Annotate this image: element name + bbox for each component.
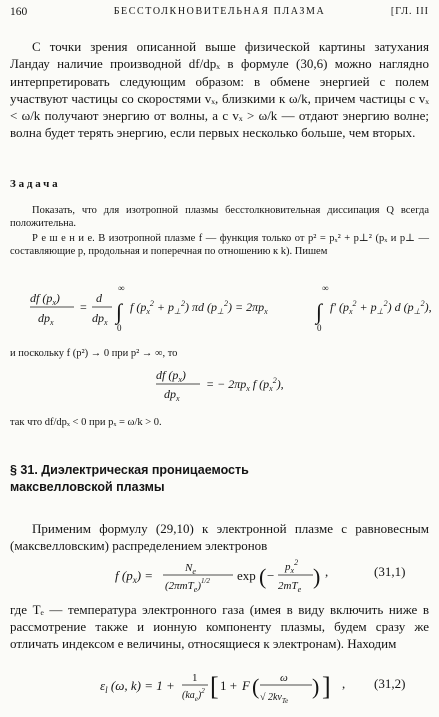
equation-permittivity: $\varepsilon_l$ (ω, k) = 1 + 1 $(ka_e)^2$ [ 1 + F ( ω √ $2kv_{Te}$ ) ] ,: [100, 668, 340, 716]
svg-text:df (px): df $(p_x)$: [30, 291, 60, 307]
svg-text:∞: ∞: [118, 283, 125, 293]
section-title: § 31. Диэлектрическая проницаемость максвелловской плазмы: [10, 463, 249, 494]
paragraph-landau-damping: С точки зрения описанной выше физической картины затухания Ландау наличие производной df/dpₓ в формуле (30,6) можно наглядно интерпретировать следующим образом: в обмене энергией с полем участвуют частицы со скоростями vₓ, близкими к ω/k, причем частицы с vₓ < ω/k получают энергию от волны, а с vₓ > ω/k — отдают энергию волне; волна будет терять энергию, если первых несколько больше, чем вторых.: [10, 39, 429, 141]
svg-text:ω: ω: [280, 672, 288, 684]
svg-text:1: 1: [192, 672, 198, 684]
svg-text:exp: exp: [237, 568, 256, 583]
svg-text:d: d: [96, 291, 102, 305]
svg-text:1 +: 1 +: [220, 678, 238, 693]
svg-text:dpx: $dp_x$: [92, 311, 108, 327]
svg-text:−: −: [267, 568, 275, 583]
equation-maxwell-distribution: f $(p_x)$ = $N_e$ $(2\pi mT_e)^{1/2}$ exp ( − $p_x^2$ $2mT_e$ ) ,: [115, 558, 329, 594]
page-number: 160: [10, 6, 28, 18]
running-title: БЕССТОЛКНОВИТЕЛЬНАЯ ПЛАЗМА: [113, 6, 326, 17]
equation-derivative-integral: [30, 282, 432, 340]
svg-text:px2: $p_x^2$: [285, 558, 299, 575]
paragraph-temperature: где Tₑ — температура электронного газа (имея в виду включить ниже в рассмотрение также и ионную компоненту плазмы, будем сразу же отличать индексом e величины, относящиеся к электронам). Находим: [10, 602, 429, 651]
equation-3-number: (31,1): [374, 564, 406, 579]
svg-text:(2πmTe)1/2: $(2\pi mT_e)^{1/2}$: [165, 577, 210, 594]
svg-text:dpx: $dp_x$: [164, 387, 180, 403]
svg-text:∞: ∞: [322, 283, 329, 293]
svg-text:]: ]: [322, 672, 331, 701]
svg-text:F: F: [242, 678, 250, 693]
svg-text:0: 0: [317, 323, 322, 333]
svg-text:): ): [312, 674, 320, 699]
svg-text:df (px): df $(p_x)$: [156, 368, 186, 384]
svg-text:(: (: [252, 674, 260, 699]
svg-text:2mTe: $2mT_e$: [278, 580, 302, 594]
svg-text:[: [: [210, 672, 219, 701]
paragraph-maxwell: Применим формулу (29,10) к электронной плазме с равновесным (максвелловским) распределением электронов: [10, 521, 429, 553]
svg-text:=: =: [80, 300, 87, 314]
svg-text:f′ (px2 + p⊥2) d (p⊥2),: f′ $(p_x^2 + p_\perp^2)$ d $(p_\perp^2)$,: [330, 299, 432, 316]
svg-text:εl (ω, k) = 1 +: $\varepsilon_l$ (ω, k) = 1 +: [100, 678, 175, 695]
svg-text:0: 0: [117, 323, 122, 333]
svg-text:Ne: $N_e$: [185, 562, 196, 576]
equation-1-graphic: [30, 282, 432, 336]
and-since-text: и поскольку f (p²) → 0 при p² → ∞, то: [10, 348, 178, 359]
so-that-text: так что df/dpₓ < 0 при pₓ = ω/k > 0.: [10, 417, 162, 428]
svg-text:f (px) =: f $(p_x)$ =: [115, 568, 154, 585]
svg-text:√ 2kvTe: √ $2kv_{Te}$: [260, 692, 289, 705]
equation-2-graphic: [156, 366, 296, 406]
solution-text: Р е ш е н и е. В изотропной плазме f — функция только от p² = pₓ² + p⊥² (pₓ и p⊥ — составляющие p, продольная и поперечная по отношению к k). Пишем: [10, 233, 429, 258]
problem-statement: Показать, что для изотропной плазмы бесстолкновительная диссипация Q всегда положительна.: [10, 205, 429, 230]
equation-4-number: (31,2): [374, 676, 406, 691]
svg-text:∫: ∫: [316, 299, 323, 324]
svg-text:= − 2πpx f (px2),: = − $2\pi p_x$ f $(p_x^2)$,: [206, 376, 284, 393]
equation-4-graphic: [100, 668, 340, 712]
chapter-label: [ГЛ. III: [390, 6, 429, 17]
equation-derivative-result: [156, 366, 296, 410]
svg-text:(kae)2: $(ka_e)^2$: [182, 687, 205, 703]
svg-text:): ): [313, 564, 321, 589]
svg-text:∫: ∫: [116, 299, 123, 324]
svg-text:dpx: $dp_x$: [38, 311, 54, 327]
running-header: [10, 6, 429, 20]
problem-heading: Задача: [10, 178, 61, 190]
equation-3-graphic: [115, 560, 325, 596]
svg-text:f (px2 + p⊥2) πd (p⊥2) = 2πpx: f $(p_x^2 + p_\perp^2)$ πd $(p_\perp^2) = 2\pi p_x$: [130, 299, 268, 316]
svg-text:(: (: [259, 564, 267, 589]
